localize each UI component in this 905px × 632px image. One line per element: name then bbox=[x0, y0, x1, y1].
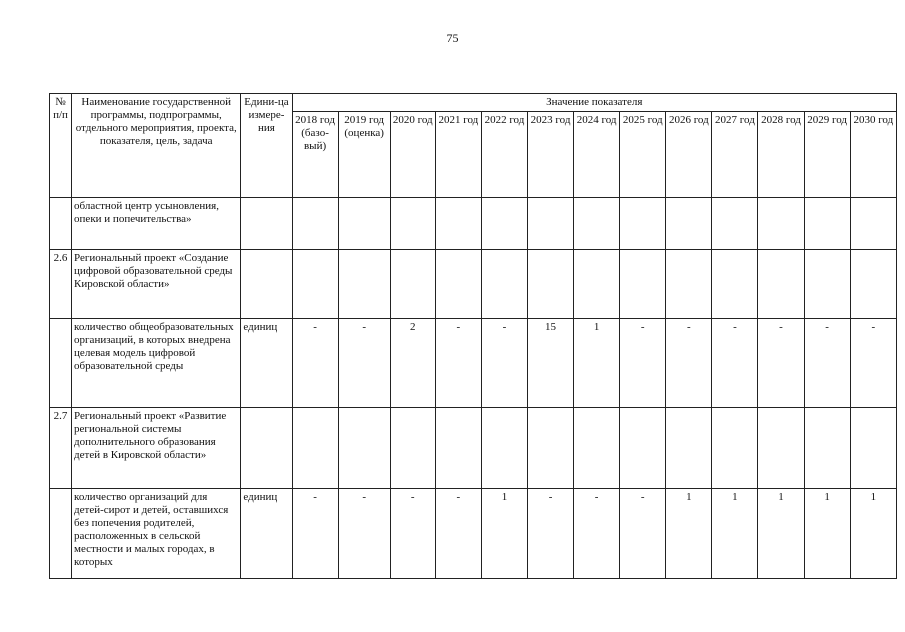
row-name: областной центр усыновления, опеки и попечительства» bbox=[72, 198, 241, 250]
row-value bbox=[620, 408, 666, 489]
row-value: - bbox=[804, 319, 850, 408]
row-value bbox=[481, 198, 527, 250]
row-value bbox=[666, 250, 712, 319]
row-value: - bbox=[338, 319, 390, 408]
row-value bbox=[390, 408, 435, 489]
row-value bbox=[574, 250, 620, 319]
row-value bbox=[712, 250, 758, 319]
row-value bbox=[804, 198, 850, 250]
table-row bbox=[50, 408, 897, 489]
row-value bbox=[292, 408, 338, 489]
row-value: 2 bbox=[390, 319, 435, 408]
table-row bbox=[50, 198, 897, 250]
row-value bbox=[758, 198, 804, 250]
header-num: № п/п bbox=[50, 94, 72, 198]
row-value bbox=[712, 198, 758, 250]
row-name: количество организаций для детей-сирот и детей, оставшихся без попечения родителей, расположенных в сельской местности и малых городах, в которых bbox=[72, 489, 241, 579]
row-value: - bbox=[390, 489, 435, 579]
header-year: 2024 год bbox=[574, 112, 620, 198]
row-value bbox=[620, 198, 666, 250]
row-value: - bbox=[620, 489, 666, 579]
header-year: 2019 год (оценка) bbox=[338, 112, 390, 198]
row-unit bbox=[241, 198, 292, 250]
row-value: 1 bbox=[574, 319, 620, 408]
row-number: 2.6 bbox=[50, 250, 72, 319]
row-name: Региональный проект «Создание цифровой образовательной среды Кировской области» bbox=[72, 250, 241, 319]
row-value: - bbox=[292, 319, 338, 408]
row-number bbox=[50, 198, 72, 250]
row-value: - bbox=[338, 489, 390, 579]
row-value bbox=[620, 250, 666, 319]
header-year: 2028 год bbox=[758, 112, 804, 198]
row-value bbox=[338, 198, 390, 250]
row-value bbox=[712, 408, 758, 489]
row-value bbox=[850, 198, 896, 250]
row-value: - bbox=[620, 319, 666, 408]
row-value bbox=[528, 408, 574, 489]
row-unit: единиц bbox=[241, 489, 292, 579]
header-values-title: Значение показателя bbox=[292, 94, 896, 112]
row-unit bbox=[241, 250, 292, 319]
row-value: 1 bbox=[850, 489, 896, 579]
row-value bbox=[850, 250, 896, 319]
indicator-table bbox=[49, 93, 897, 579]
row-value: 1 bbox=[758, 489, 804, 579]
row-value bbox=[435, 408, 481, 489]
row-number bbox=[50, 319, 72, 408]
row-value bbox=[528, 198, 574, 250]
header-year: 2020 год bbox=[390, 112, 435, 198]
row-value bbox=[390, 250, 435, 319]
row-value: 15 bbox=[528, 319, 574, 408]
row-number: 2.7 bbox=[50, 408, 72, 489]
row-name: Региональный проект «Развитие региональной системы дополнительного образования детей в Кировской области» bbox=[72, 408, 241, 489]
row-value: - bbox=[292, 489, 338, 579]
row-value bbox=[435, 250, 481, 319]
header-name: Наименование государственной программы, подпрограммы, отдельного мероприятия, проекта, показателя, цель, задача bbox=[72, 94, 241, 198]
row-value bbox=[574, 198, 620, 250]
row-value bbox=[528, 250, 574, 319]
row-value: - bbox=[435, 319, 481, 408]
table-row bbox=[50, 250, 897, 319]
row-value bbox=[390, 198, 435, 250]
page-number: 75 bbox=[446, 31, 459, 45]
row-unit: единиц bbox=[241, 319, 292, 408]
row-value: 1 bbox=[804, 489, 850, 579]
header-year: 2025 год bbox=[620, 112, 666, 198]
row-value bbox=[850, 408, 896, 489]
header-year: 2030 год bbox=[850, 112, 896, 198]
header-year: 2026 год bbox=[666, 112, 712, 198]
row-value bbox=[292, 198, 338, 250]
header-unit: Едини-ца измере-ния bbox=[241, 94, 292, 198]
header-year: 2029 год bbox=[804, 112, 850, 198]
row-value bbox=[666, 198, 712, 250]
row-value bbox=[666, 408, 712, 489]
row-value: 1 bbox=[666, 489, 712, 579]
row-value bbox=[804, 250, 850, 319]
row-value bbox=[481, 408, 527, 489]
row-value bbox=[292, 250, 338, 319]
row-value bbox=[758, 250, 804, 319]
header-year: 2021 год bbox=[435, 112, 481, 198]
row-value bbox=[574, 408, 620, 489]
row-value bbox=[481, 250, 527, 319]
row-unit bbox=[241, 408, 292, 489]
row-value: - bbox=[528, 489, 574, 579]
header-year: 2027 год bbox=[712, 112, 758, 198]
row-value: 1 bbox=[712, 489, 758, 579]
header-year: 2023 год bbox=[528, 112, 574, 198]
row-value: - bbox=[574, 489, 620, 579]
row-value bbox=[804, 408, 850, 489]
row-value bbox=[338, 408, 390, 489]
row-value bbox=[758, 408, 804, 489]
header-year: 2018 год (базо-вый) bbox=[292, 112, 338, 198]
header-year: 2022 год bbox=[481, 112, 527, 198]
row-value: - bbox=[666, 319, 712, 408]
row-number bbox=[50, 489, 72, 579]
table-row bbox=[50, 319, 897, 408]
row-value bbox=[435, 198, 481, 250]
row-value: 1 bbox=[481, 489, 527, 579]
row-value bbox=[338, 250, 390, 319]
row-value: - bbox=[435, 489, 481, 579]
table-row bbox=[50, 489, 897, 579]
header-row-top bbox=[50, 94, 897, 112]
row-name: количество общеобразовательных организаций, в которых внедрена целевая модель цифровой образовательной среды bbox=[72, 319, 241, 408]
row-value: - bbox=[481, 319, 527, 408]
row-value: - bbox=[850, 319, 896, 408]
row-value: - bbox=[712, 319, 758, 408]
row-value: - bbox=[758, 319, 804, 408]
